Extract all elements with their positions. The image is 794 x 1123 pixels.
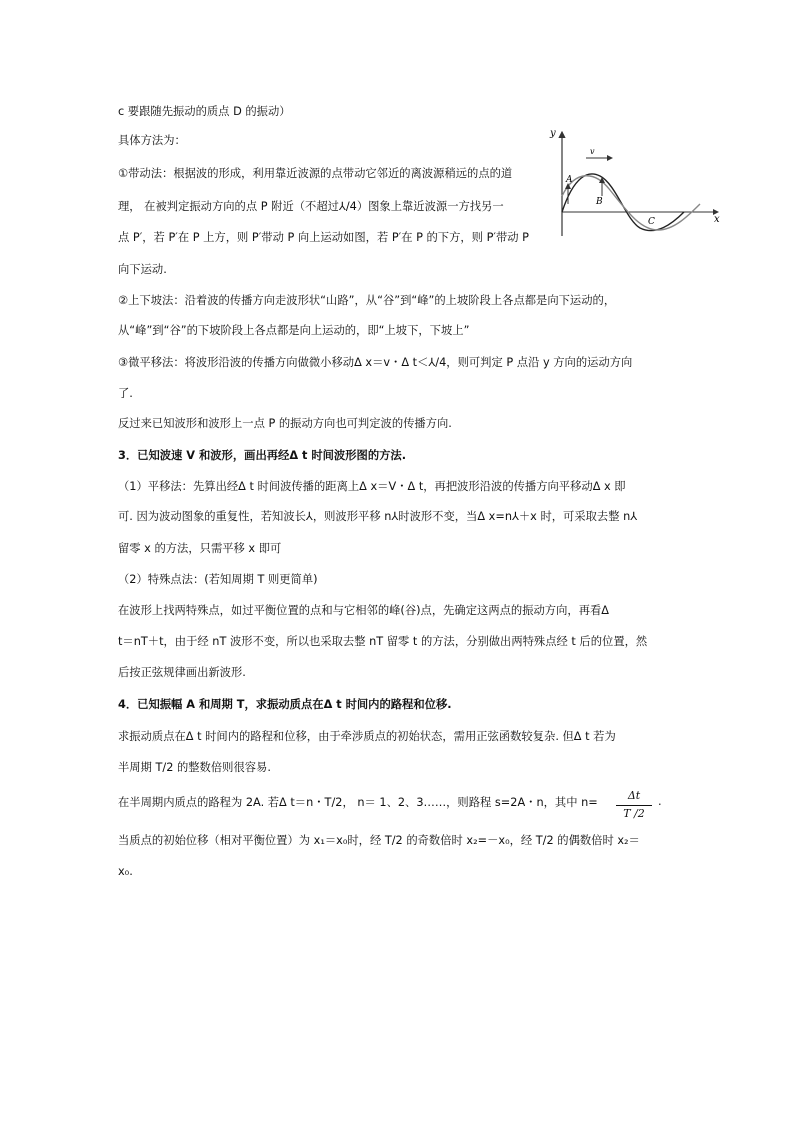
velocity-label: v: [590, 147, 595, 156]
shifted-wave-curve: [562, 176, 700, 230]
text-line: 在波形上找两特殊点，如过平衡位置的点和与它相邻的峰(谷)点，先确定这两点的振动方向，再看Δ: [118, 604, 610, 617]
text-line: ②上下坡法：沿着波的传播方向走波形状“山路”，从“谷”到“峰”的上坡阶段上各点都是向下运动的，: [118, 294, 616, 307]
point-c-label: C: [648, 217, 655, 227]
fraction-formula: [612, 789, 656, 823]
text-line: ③微平移法：将波形沿波的传播方向做微小移动Δ x＝v・Δ t＜⅄/4，则可判定 P 点沿 y 方向的运动方向: [118, 356, 633, 369]
text-line: ①带动法：根据波的形成，利用靠近波源的点带动它邻近的离波源稍远的点的道: [118, 167, 513, 180]
text-line: 从“峰”到“谷”的下坡阶段上各点都是向上运动的，即“上坡下，下坡上”: [118, 324, 470, 337]
text-line: （2）特殊点法：(若知周期 T 则更简单): [118, 573, 318, 586]
text-line: 求振动质点在Δ t 时间内的路程和位移，由于牵涉质点的初始状态，需用正弦函数较复杂. 但Δ t 若为: [118, 730, 616, 743]
text-line: 具体方法为：: [118, 134, 186, 147]
x-axis-label: x: [714, 214, 720, 225]
section-heading: 4．已知振幅 A 和周期 T，求振动质点在Δ t 时间内的路程和位移.: [118, 698, 452, 711]
text-line: 在半周期内质点的路程为 2A. 若Δ t＝n・T/2， n＝ 1、2、3……，则路程 s=2A・n，其中 n=: [118, 796, 598, 809]
fraction-numerator: Δt: [627, 789, 641, 802]
text-line: 留零 x 的方法，只需平移 x 即可: [118, 542, 282, 555]
text-line: 可. 因为波动图象的重复性，若知波长⅄，则波形平移 n⅄时波形不变，当Δ x=n⅄＋x 时，可采取去整 n⅄: [118, 510, 638, 523]
text-line: 理， 在被判定振动方向的点 P 附近（不超过⅄/4）图象上靠近波源一方找另一: [118, 200, 504, 213]
text-line: 后按正弦规律画出新波形.: [118, 666, 246, 679]
section-heading: 3．已知波速 V 和波形，画出再经Δ t 时间波形图的方法.: [118, 449, 407, 462]
text-line: 当质点的初始位移（相对平衡位置）为 x₁＝x₀时，经 T/2 的奇数倍时 x₂=－x₀，经 T/2 的偶数倍时 x₂＝: [118, 834, 640, 847]
text-line: 向下运动.: [118, 263, 167, 276]
point-b-label: B: [596, 197, 603, 207]
fraction-denominator: T /2: [623, 807, 645, 820]
point-a-label: A: [566, 175, 573, 185]
text-line: （1）平移法：先算出经Δ t 时间波传播的距离上Δ x＝V・Δ t，再把波形沿波的传播方向平移动Δ x 即: [118, 480, 626, 493]
text-line: 点 P′，若 P′在 P 上方，则 P′带动 P 向上运动如图，若 P′在 P 的下方，则 P′带动 P: [118, 231, 529, 244]
text-line: c 要跟随先振动的质点 D 的振动）: [118, 105, 291, 118]
text-line: 半周期 T/2 的整数倍则很容易.: [118, 761, 271, 774]
text-line: x₀.: [118, 865, 133, 878]
fraction-period: .: [658, 795, 662, 808]
text-line: 了.: [118, 387, 133, 400]
text-line: t＝nT＋t，由于经 nT 波形不变，所以也采取去整 nT 留零 t 的方法，分别做出两特殊点经 t 后的位置，然: [118, 635, 648, 648]
y-axis-label: y: [550, 128, 556, 139]
text-line: 反过来已知波形和波形上一点 P 的振动方向也可判定波的传播方向.: [118, 417, 452, 430]
fraction-bar: [616, 805, 652, 806]
wave-curve: [562, 174, 684, 231]
wave-figure: [540, 124, 726, 242]
